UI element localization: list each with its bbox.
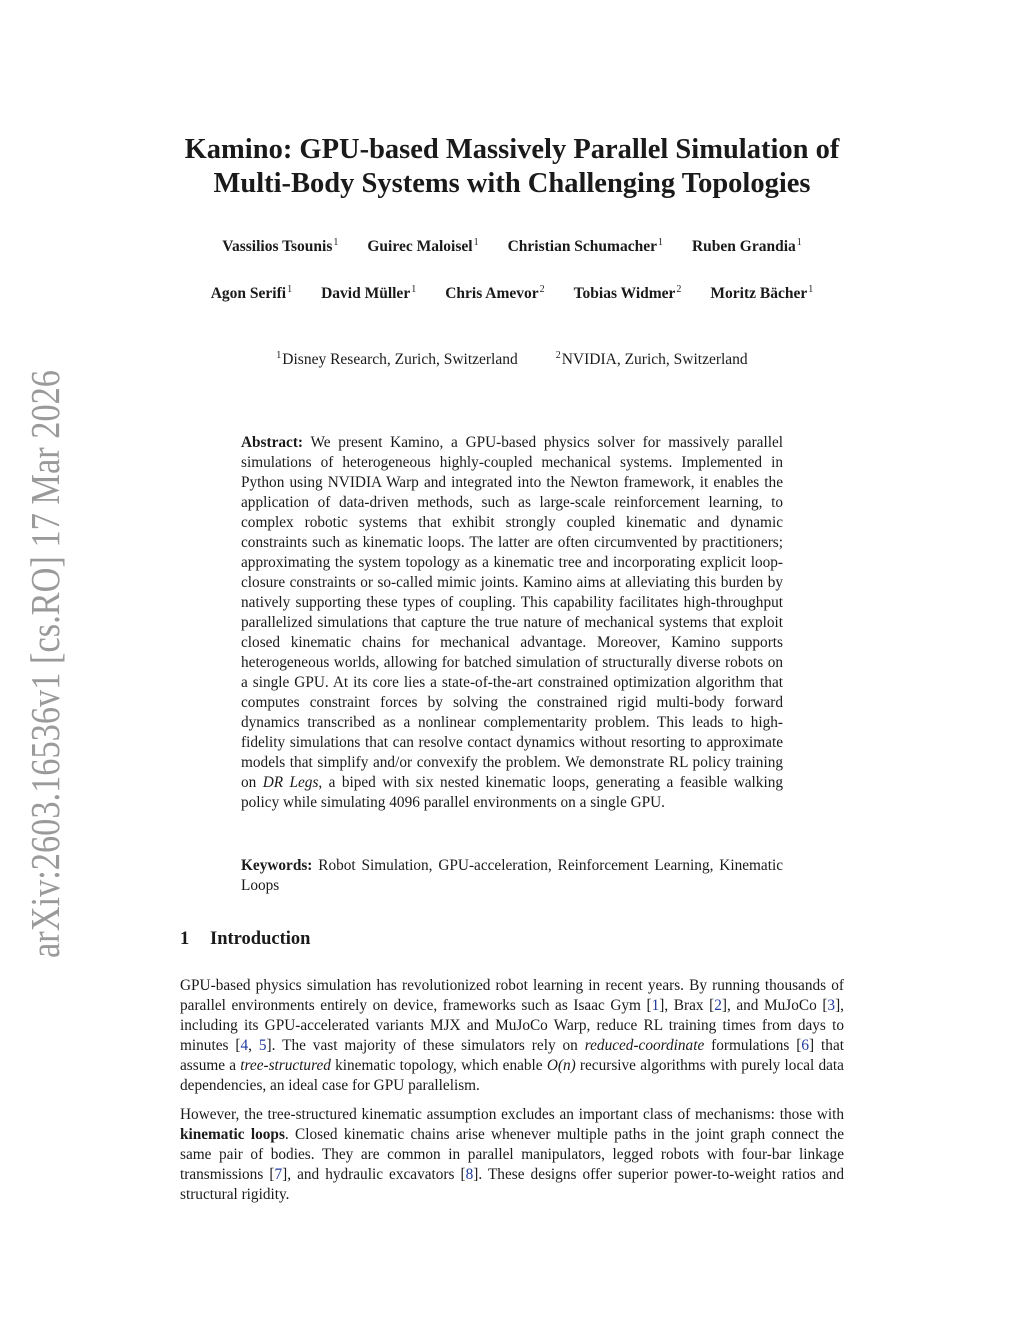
abstract: [241, 433, 783, 813]
author: Guirec Maloisel$^1$: [367, 237, 479, 255]
citation-link[interactable]: 1: [651, 997, 660, 1014]
abstract-tail: , a biped with six nested kinematic loops, generating a feasible walking policy while simulating 4096 parallel environments on a single GPU.: [241, 774, 783, 811]
paper-title: [150, 133, 874, 201]
author: Christian Schumacher$^1$: [507, 237, 663, 255]
abstract-robot-name: DR Legs: [262, 774, 319, 791]
author: Tobias Widmer$^2$: [573, 284, 682, 302]
affiliation: $^2$NVIDIA, Zurich, Switzerland: [555, 350, 748, 368]
author: Vassilios Tsounis$^1$: [222, 237, 339, 255]
author: Agon Serifi$^1$: [210, 284, 293, 302]
author-row-1: [150, 237, 874, 256]
emphasis: tree-structured: [240, 1057, 331, 1074]
intro-paragraph-1: GPU-based physics simulation has revolutionized robot learning in recent years. By running thousands of parallel environments entirely on device, frameworks such as Isaac Gym [1], Brax [2], and MuJoCo [3], including its GPU-accelerated variants MJX and MuJoCo Warp, reduce RL training times from days to minutes [4, 5]. The vast majority of these simulators rely on reduced-coordinate formulations [6] that assume a tree-structured kinematic topology, which enable O(n) recursive algorithms with purely local data dependencies, an ideal case for GPU parallelism.: [180, 977, 844, 1094]
author-row-2: [150, 284, 874, 303]
affiliation: $^1$Disney Research, Zurich, Switzerland: [276, 350, 518, 368]
keywords: [241, 856, 783, 896]
arxiv-side-stamp: [16, 365, 76, 965]
author: David Müller$^1$: [321, 284, 417, 302]
affiliations: [150, 350, 874, 369]
arxiv-identifier: arXiv:2603.16536v1 [cs.RO] 17 Mar 2026: [22, 365, 68, 958]
abstract-text: We present Kamino, a GPU-based physics solver for massively parallel simulations of heterogeneous highly-coupled mechanical systems. Implemented in Python using NVIDIA Warp and integrated into the Newton framework, it enables the application of data-driven methods, such as large-scale reinforcement learning, to complex robotic systems that exhibit strongly coupled kinematic and dynamic constraints such as kinematic loops. The latter are often circumvented by practitioners; approximating the system topology as a kinematic tree and incorporating explicit loop-closure constraints or so-called mimic joints. Kamino aims at alleviating this burden by natively supporting these types of coupling. This capability facilitates high-throughput parallelized simulations that capture the true nature of mechanical systems that exploit closed kinematic chains for mechanical advantage. Moreover, Kamino supports heterogeneous worlds, allowing for batched simulation of structurally diverse robots on a single GPU. At its core lies a state-of-the-art constrained optimization algorithm that computes constraint forces by solving the constrained rigid multi-body forward dynamics transcribed as a nonlinear complementarity problem. This leads to high-fidelity simulations that can resolve contact dynamics without resorting to approximate models that simplify and/or convexify the problem. We demonstrate RL policy training on: [241, 434, 783, 791]
bold-term: kinematic loops: [180, 1126, 285, 1143]
citation-link[interactable]: 5: [258, 1037, 267, 1054]
title-line-2: Multi-Body Systems with Challenging Topologies: [213, 168, 811, 199]
section-heading-introduction: [180, 929, 310, 950]
citation-link[interactable]: 3: [827, 997, 836, 1014]
author: Chris Amevor$^2$: [445, 284, 545, 302]
title-line-1: Kamino: GPU-based Massively Parallel Simulation of: [184, 134, 840, 165]
citation-link[interactable]: 6: [801, 1037, 810, 1054]
author: Ruben Grandia$^1$: [691, 237, 802, 255]
citation-link[interactable]: 8: [465, 1166, 474, 1183]
complexity-math: O(n): [546, 1057, 576, 1074]
citation-link[interactable]: 4: [240, 1037, 249, 1054]
author: Moritz Bächer$^1$: [710, 284, 814, 302]
abstract-label: Abstract:: [241, 434, 304, 451]
emphasis: reduced-coordinate: [584, 1037, 705, 1054]
section-number: 1: [180, 929, 190, 949]
intro-paragraph-2: However, the tree-structured kinematic assumption excludes an important class of mechanisms: those with kinematic loops. Closed kinematic chains arise whenever multiple paths in the joint graph connect the same pair of bodies. They are common in parallel manipulators, legged robots with four-bar linkage transmissions [7], and hydraulic excavators [8]. These designs offer superior power-to-weight ratios and structural rigidity.: [180, 1106, 845, 1203]
keywords-label: Keywords:: [241, 857, 313, 874]
citation-link[interactable]: 2: [714, 997, 722, 1014]
section-title: Introduction: [210, 929, 311, 949]
citation-link[interactable]: 7: [274, 1166, 283, 1183]
keywords-text: Robot Simulation, GPU-acceleration, Reinforcement Learning, Kinematic Loops: [241, 857, 783, 894]
